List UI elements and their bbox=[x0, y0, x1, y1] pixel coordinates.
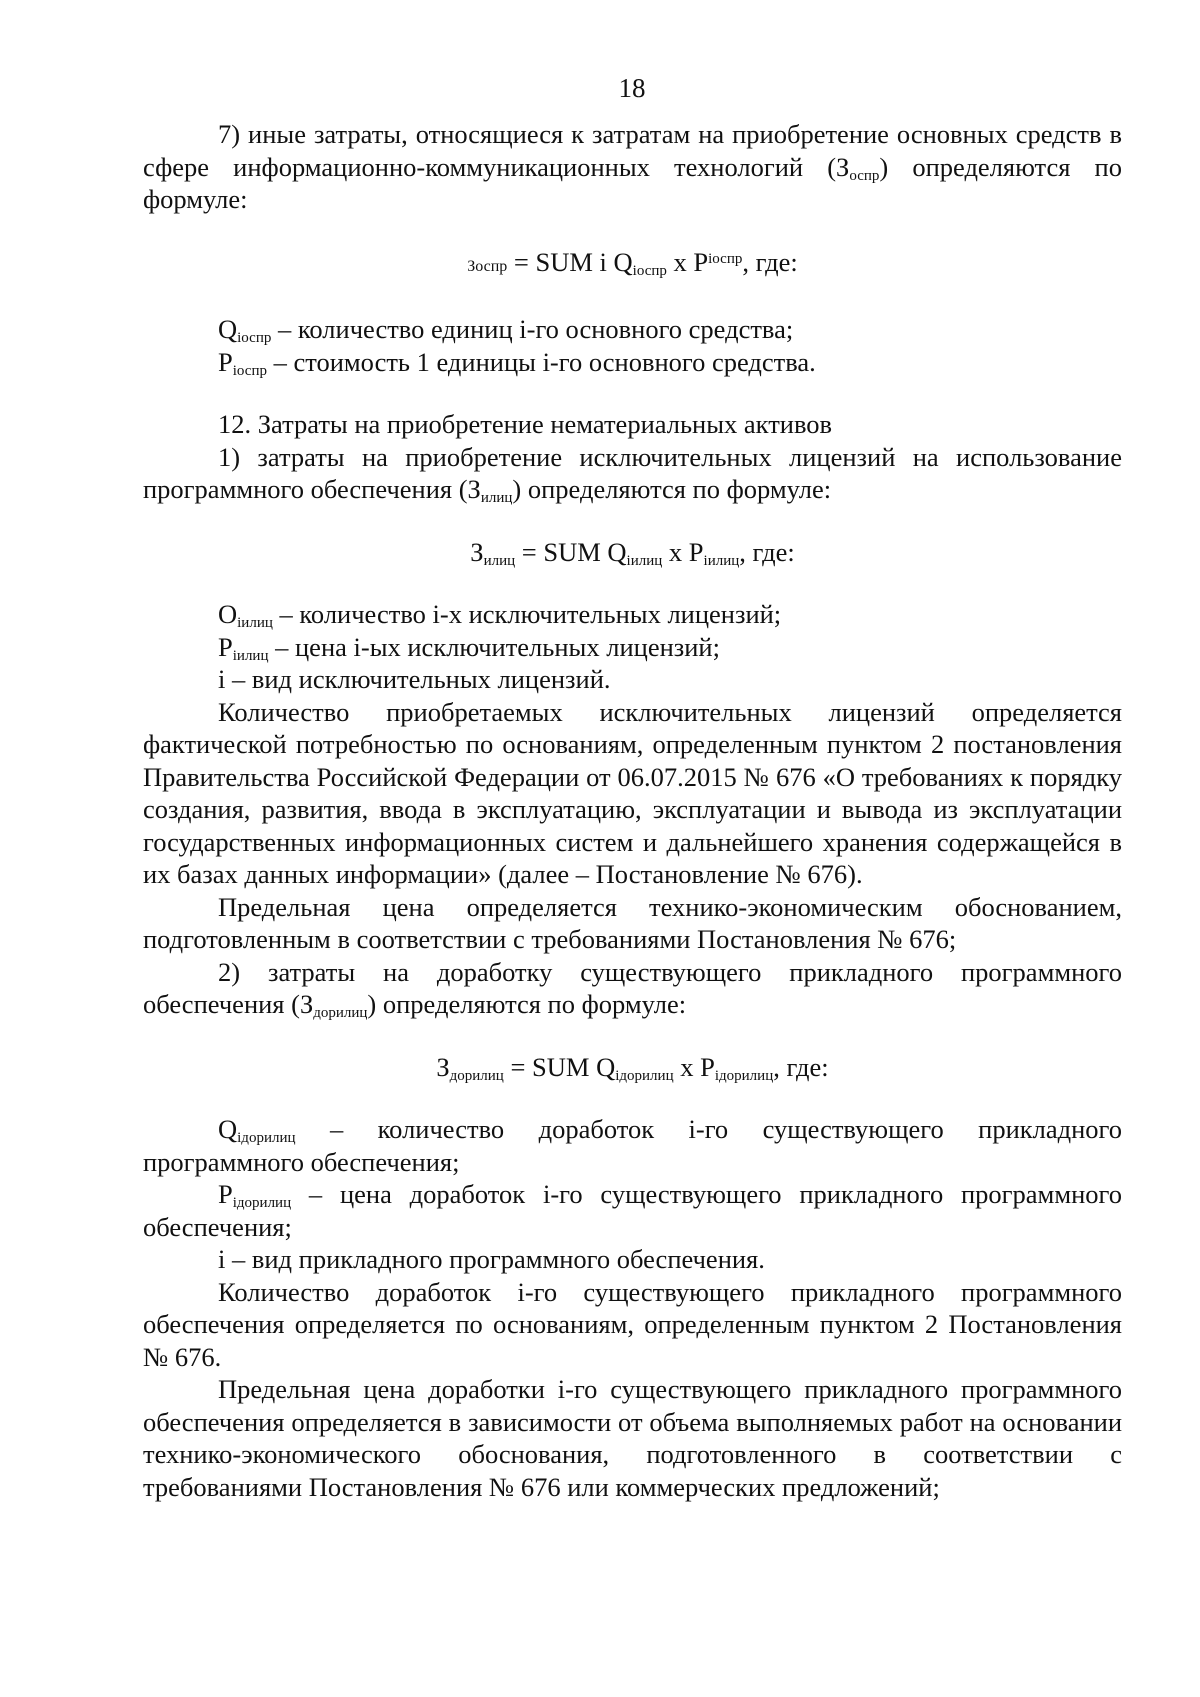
paragraph-improvement-quantity: Количество доработок i-го существующего прикладного программного обеспечения определяется по основаниям, определенным пунктом 2 Постановления № 676. bbox=[143, 1276, 1122, 1372]
paragraph-software-improvement: 2) затраты на доработку существующего прикладного программного обеспечения $(З_{дорилиц})$ определяются по формуле: bbox=[143, 956, 1122, 1021]
definition-i-license-type: i – вид исключительных лицензий. bbox=[218, 664, 611, 694]
formula-software-improvement: $З_{дорилиц}$ = SUM $Q_{iдорилиц}$ x $P_{iдорилиц}$, где: bbox=[436, 1051, 829, 1084]
definition-p-dorilic: $P_{iдорилиц}$ – цена доработок i-го существующего прикладного программного обеспечения; bbox=[143, 1179, 1122, 1242]
definition-o-ilic: $O_{iилиц}$ – количество i-х исключительных лицензий; bbox=[218, 599, 782, 631]
definition-q-dorilic: $Q_{iдорилиц}$ – количество доработок i-го существующего прикладного программного обеспечения; bbox=[143, 1114, 1122, 1177]
document-body bbox=[143, 118, 1122, 1503]
paragraph-license-price: Предельная цена определяется технико-экономическим обоснованием, подготовленным в соответствии с требованиями Постановления № 676; bbox=[143, 891, 1122, 954]
formula-other-costs: Зоспр = SUM i $Q_{iоспр}$ x $P^{iоспр}$, где: bbox=[467, 246, 798, 279]
paragraph-improvement-price: Предельная цена доработки i-го существующего прикладного программного обеспечения определяется в зависимости от объема выполняемых работ на основании технико-экономического обоснования, подготовленного в соответствии с требованиями Постановления № 676 или коммерческих предложений; bbox=[143, 1374, 1122, 1502]
definition-q-ospr: $Q_{iоспр}$ – количество единиц i-го основного средства; bbox=[218, 314, 794, 346]
paragraph-license-quantity: Количество приобретаемых исключительных лицензий определяется фактической потребностью по основаниям, определенным пунктом 2 постановления Правительства Российской Федерации от 06.07.2015 № 676 «О требованиях к порядку создания, развития, ввода в эксплуатацию, эксплуатации и вывода из эксплуатации государственных информационных систем и дальнейшего хранения содержащейся в их базах данных информации» (далее – Постановление № 676). bbox=[143, 696, 1122, 889]
formula-exclusive-licenses: $З_{илиц}$ = SUM $Q_{iилиц}$ x $P_{iилиц}$, где: bbox=[470, 536, 795, 569]
section-12-heading: 12. Затраты на приобретение нематериальных активов bbox=[218, 409, 833, 439]
paragraph-other-costs: 7) иные затраты, относящиеся к затратам на приобретение основных средств в сфере информационно-коммуникационных технологий $(З_{оспр})$ определяются по формуле: bbox=[143, 119, 1122, 214]
page-number: 18 bbox=[618, 73, 646, 103]
definition-p-ospr: $P_{iоспр}$ – стоимость 1 единицы i-го основного средства. bbox=[218, 346, 816, 379]
paragraph-exclusive-licenses: 1) затраты на приобретение исключительных лицензий на использование программного обеспечения $(З_{илиц})$ определяются по формуле: bbox=[143, 441, 1122, 506]
definition-i-software-type: i – вид прикладного программного обеспечения. bbox=[218, 1244, 765, 1274]
definition-p-ilic: $P_{iилиц}$ – цена i-ых исключительных лицензий; bbox=[218, 631, 720, 664]
